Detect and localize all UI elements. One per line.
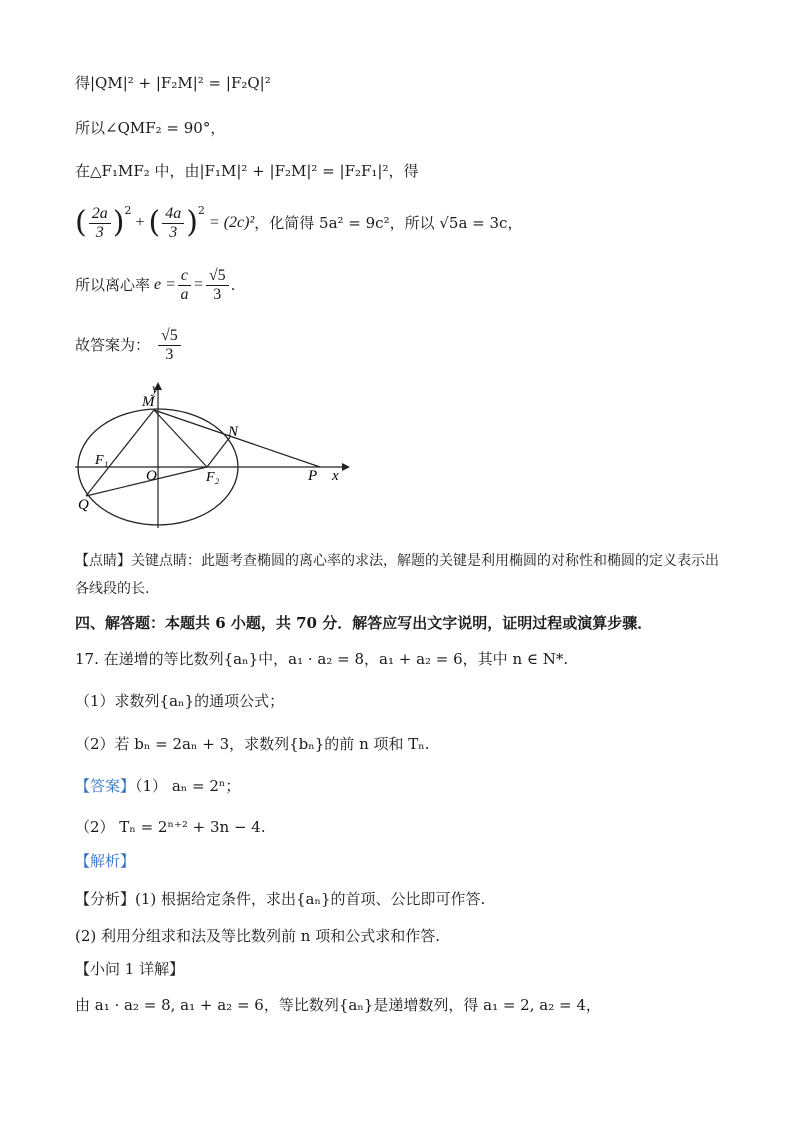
problem-stem: 17. 在递增的等比数列{aₙ}中，a₁ · a₂ = 8，a₁ + a₂ = 6，其中 n ∈ N*. <box>75 650 569 668</box>
equation-line-1: 得|QM|² + |F₂M|² = |F₂Q|² <box>75 74 271 92</box>
equation-line-4-suffix: ，化简得 5a² = 9c²，所以 √5a = 3c， <box>254 214 523 232</box>
problem-q1: （1）求数列{aₙ}的通项公式； <box>75 692 285 710</box>
key-point-comment: 【点睛】关键点睛：此题考查椭圆的离心率的求法，解题的关键是利用椭圆的对称性和椭圆的定义表示出 <box>75 553 719 569</box>
answer-line-1: 【答案】（1） aₙ = 2ⁿ； <box>75 777 241 795</box>
label-Q: Q <box>78 497 89 513</box>
analysis-subheading: 【小问 1 详解】 <box>75 960 185 978</box>
label-P: P <box>308 468 318 484</box>
label-F1: F₁ <box>95 453 109 468</box>
fraction-sqrt5-over-3: $\frac{√5}{3}$ <box>206 267 229 304</box>
label-M: M <box>142 394 155 410</box>
analysis-line-1: 【分析】(1) 根据给定条件，求出{aₙ}的首项、公比即可作答. <box>75 890 486 908</box>
equation-line-4: ( $\frac{2a}{3}$ ) $^2$ + ( $\frac{4a}{3}$ ) $^2$ = (2c)² ，化简得 5a² = 9c²，所以 √5a = 3c， <box>75 204 523 241</box>
label-F2: F₂ <box>206 470 220 485</box>
x-axis-arrow <box>342 463 350 471</box>
equation-line-2: 所以∠QMF₂ = 90°， <box>75 119 226 137</box>
section-heading: 四、解答题：本题共 6 小题，共 70 分．解答应写出文字说明，证明过程或演算步骤． <box>75 614 653 632</box>
fraction-2a-over-3: $\frac{2a}{3}$ <box>89 205 111 242</box>
ellipse-diagram <box>70 378 360 538</box>
label-N: N <box>228 424 239 440</box>
eccentricity-line: 所以离心率 e = $\frac{c}{a}$ = $\frac{√5}{3}$ . <box>75 266 236 303</box>
fraction-c-over-a: $\frac{c}{a}$ <box>178 267 191 304</box>
fraction-answer: $\frac{√5}{3}$ <box>158 327 181 364</box>
problem-q2: （2）若 bₙ = 2aₙ + 3，求数列{bₙ}的前 n 项和 Tₙ. <box>75 735 430 753</box>
key-point-comment-cont: 各线段的长. <box>75 581 150 597</box>
answer-line-2: （2） Tₙ = 2ⁿ⁺² + 3n − 4. <box>75 818 266 836</box>
segment-F2N <box>207 437 230 467</box>
analysis-line-2: (2) 利用分组求和法及等比数列前 n 项和公式求和作答. <box>75 927 440 945</box>
fraction-4a-over-3: $\frac{4a}{3}$ <box>162 205 184 242</box>
analysis-line-4: 由 a₁ · a₂ = 8, a₁ + a₂ = 6，等比数列{aₙ}是递增数列，得 a₁ = 2, a₂ = 4， <box>75 996 601 1014</box>
analysis-tag: 【解析】 <box>75 852 136 870</box>
equation-line-3: 在△F₁MF₂ 中，由|F₁M|² + |F₂M|² = |F₂F₁|²，得 <box>75 162 419 180</box>
answer-tag: 【答案】 <box>75 777 136 795</box>
label-x: x <box>332 468 339 484</box>
label-y: y <box>152 382 159 397</box>
final-answer-line: 故答案为： $\frac{√5}{3}$ <box>75 322 183 368</box>
label-O: O <box>146 468 157 484</box>
